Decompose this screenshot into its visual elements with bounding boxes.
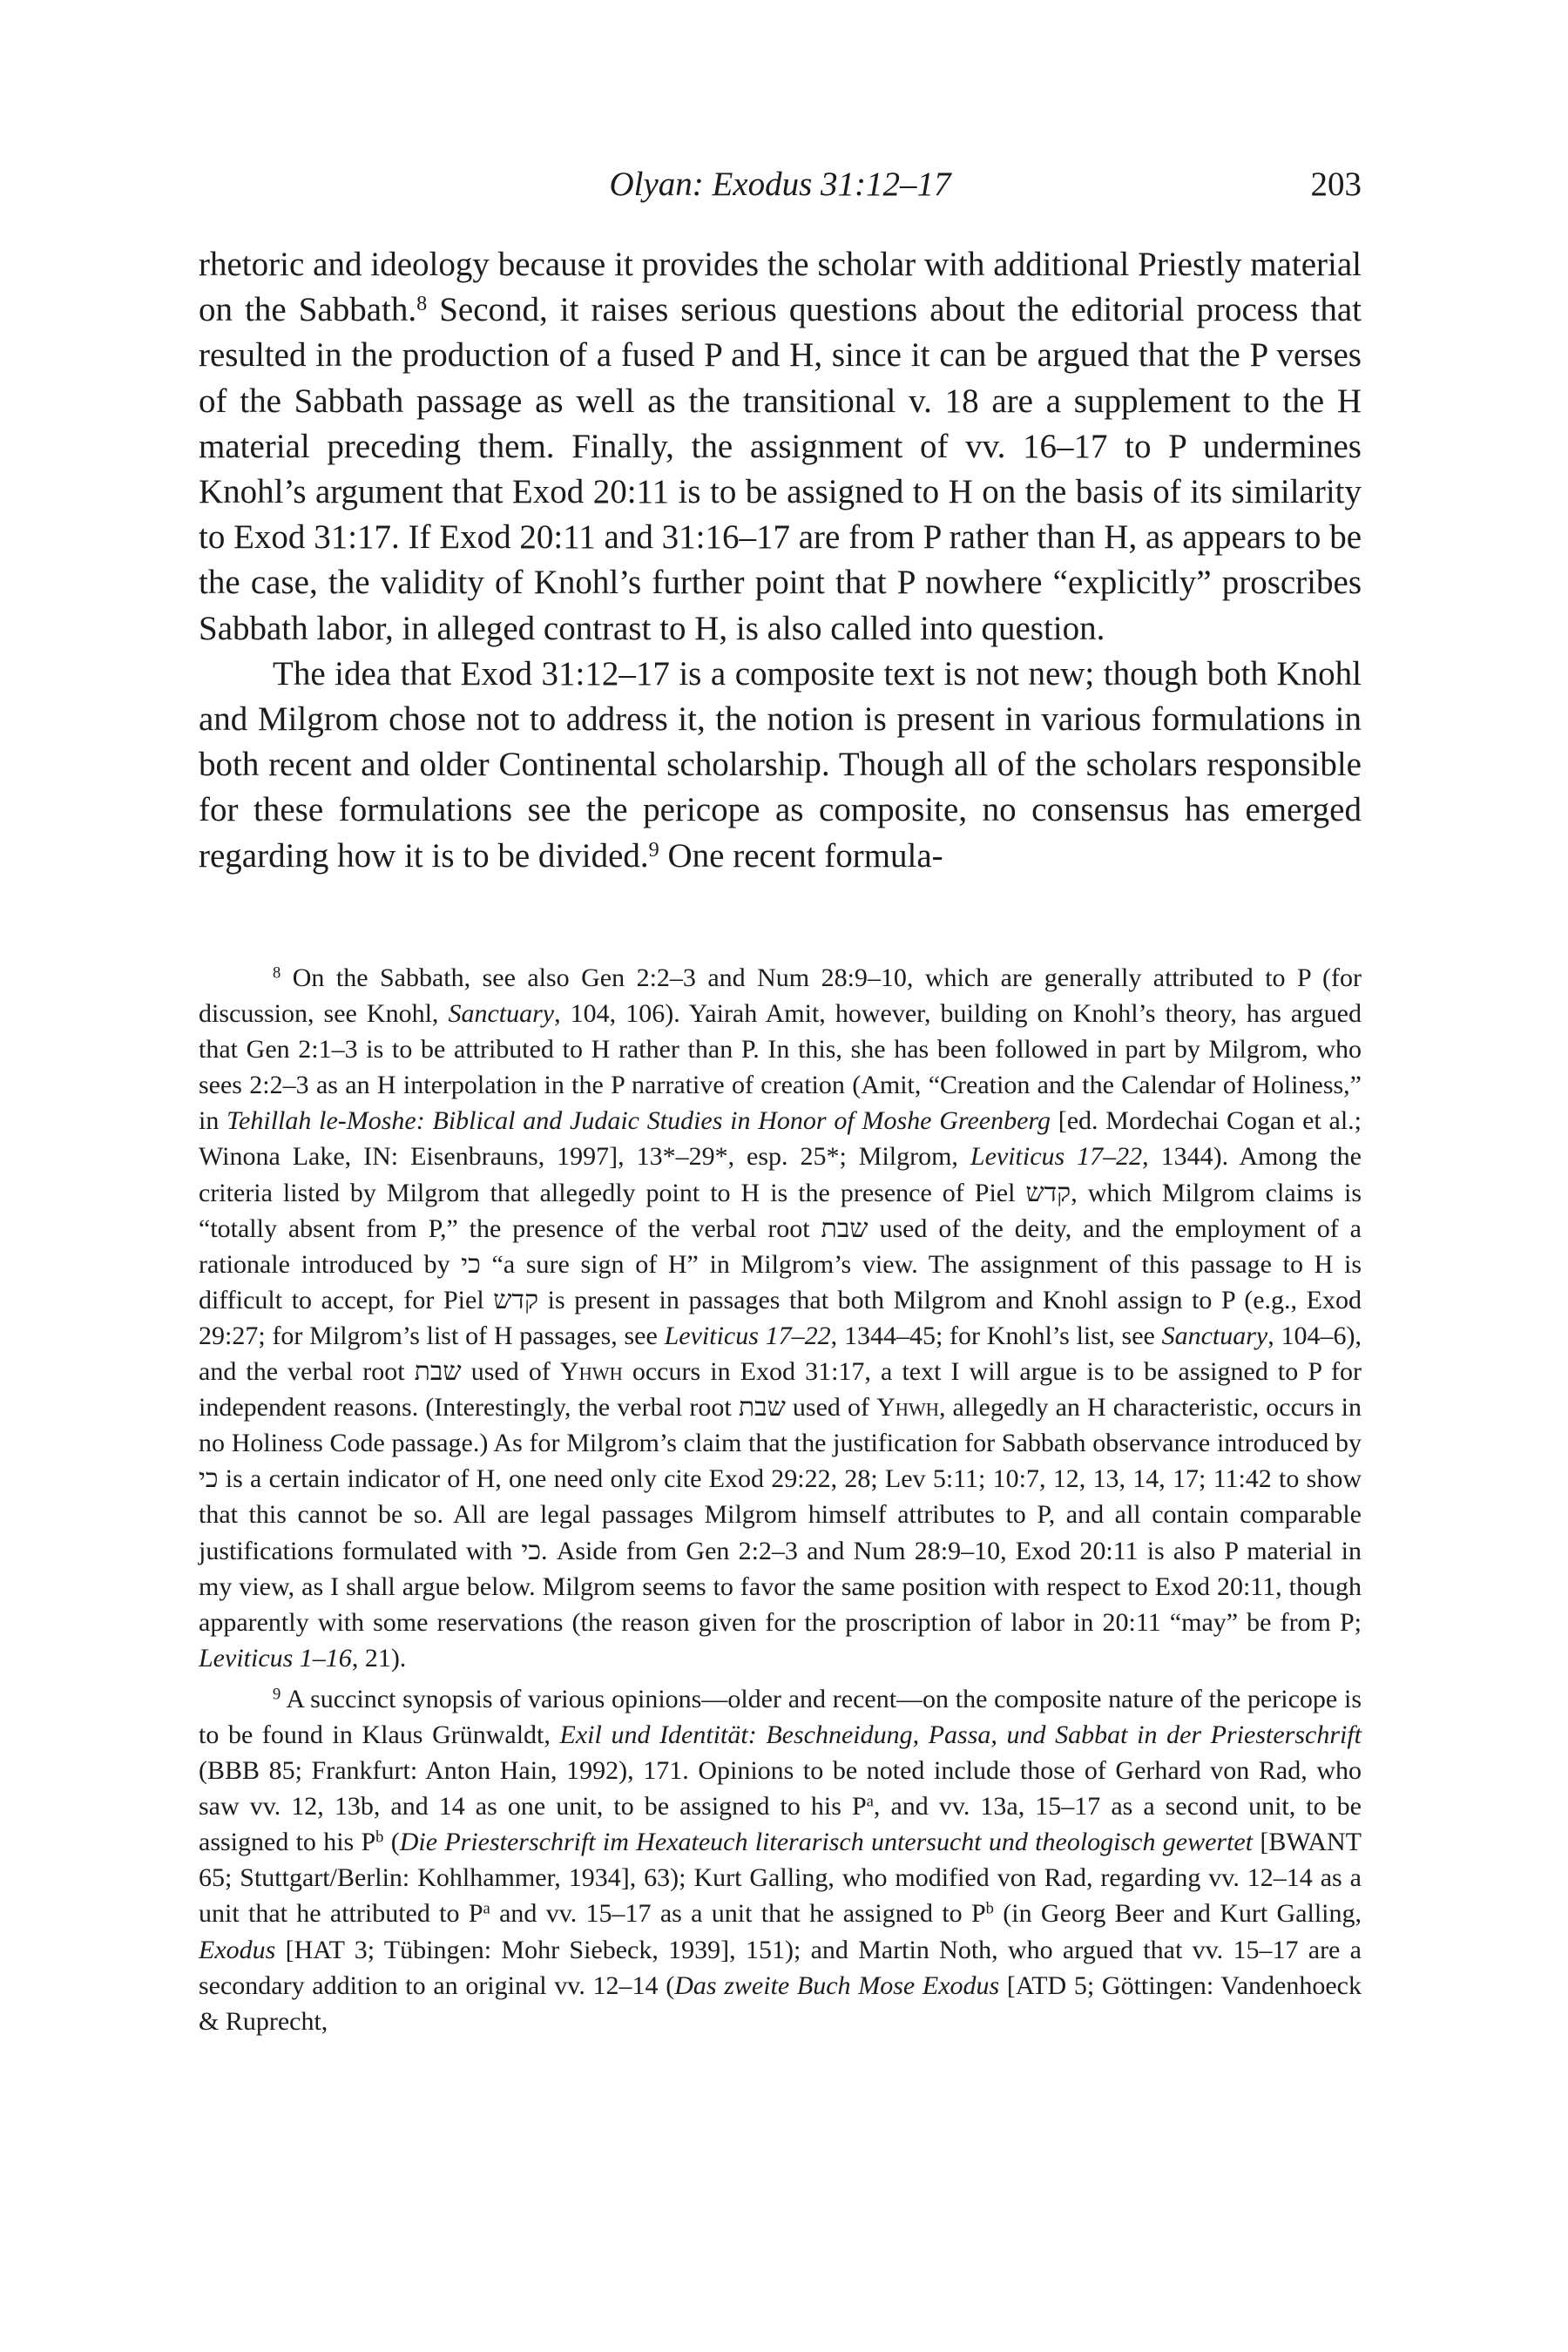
hebrew-word: קדש (493, 1285, 539, 1315)
page-number: 203 (1310, 166, 1362, 203)
hebrew-word: שבת (738, 1393, 786, 1423)
footnote-number: 9 (273, 1685, 281, 1704)
paragraph-2: The idea that Exod 31:12–17 is a composite text is not new; though both Knohl and Milgrom chose not to address it, the notion is present in various formulations in both recent and older Continental scholarship. Though all of the scholars responsible for these formulations see the pericope as composite, no consensus has emerged regarding how it is to be divided.$^9$ One recent formula- (199, 654, 1362, 875)
running-head (199, 159, 1362, 211)
running-head-title: Olyan: Exodus 31:12–17 (609, 166, 951, 203)
hebrew-word: כי (199, 1464, 219, 1494)
hebrew-word: שבת (821, 1213, 868, 1243)
hebrew-word: כי (521, 1536, 542, 1565)
hebrew-word: כי (461, 1249, 481, 1279)
footnote-ref-9[interactable]: 9 (648, 837, 659, 862)
footnote-9: $^9$ A succinct synopsis of various opinions—older and recent—on the composite nature of the pericope is to be found in Klaus Grünwaldt, Exil und Identität: Beschneidung, Passa, und Sabbat in der Priesterschrift (BBB 85; Frankfurt: Anton Hain, 1992), 171. Opinions to be noted include those of Gerhard von Rad, who saw vv. 12, 13b, and 14 as one unit, to be assigned to his $P^a$, and vv. 13a, 15–17 as a second unit, to be assigned to his $P^b$ (Die Priesterschrift im Hexateuch literarisch untersucht und theologisch gewertet [BWANT 65; Stuttgart/Berlin: Kohlhammer, 1934], 63); Kurt Galling, who modified von Rad, regarding vv. 12–14 as a unit that he attributed to $P^a$ and vv. 15–17 as a unit that he assigned to $P^b$ (in Georg Beer and Kurt Galling, Exodus [HAT 3; Tübingen: Mohr Siebeck, 1939], 151); and Martin Noth, who argued that vv. 15–17 are a secondary addition to an original vv. 12–14 (Das zweite Buch Mose Exodus [ATD 5; Göttingen: Vandenhoeck & Ruprecht, (199, 1684, 1362, 2036)
footnote-8: $^8$ On the Sabbath, see also Gen 2:2–3 and Num 28:9–10, which are generally attributed to P (for discussion, see Knohl, Sanctuary, 104, 106). Yairah Amit, however, building on Knohl’s theory, has argued that Gen 2:1–3 is to be attributed to H rather than P. In this, she has been followed in part by Milgrom, who sees 2:2–3 as an H interpolation in the P narrative of creation (Amit, “Creation and the Calendar of Holiness,” in Tehillah le-Moshe: Biblical and Judaic Studies in Honor of Moshe Greenberg [ed. Mordechai Cogan et al.; Winona Lake, IN: Eisenbrauns, 1997], 13*–29*, esp. 25*; Milgrom, Leviticus 17–22, 1344). Among the criteria listed by Milgrom that allegedly point to H is the presence of Piel קדש, which Milgrom claims is “totally absent from P,” the presence of the verbal root שבת used of the deity, and the employment of a rationale introduced by כי “a sure sign of H” in Milgrom’s view. The assignment of this passage to H is difficult to accept, for Piel קדש is present in passages that both Milgrom and Knohl assign to P (e.g., Exod 29:27; for Milgrom’s list of H passages, see Leviticus 17–22, 1344–45; for Knohl’s list, see Sanctuary, 104–6), and the verbal root שבת used of Yhwh occurs in Exod 31:17, a text I will argue is to be assigned to P for independent reasons. (Interestingly, the verbal root שבת used of Yhwh, allegedly an H characteristic, occurs in no Holiness Code passage.) As for Milgrom’s claim that the justification for Sabbath observance introduced by כי is a certain indicator of H, one need only cite Exod 29:22, 28; Lev 5:11; 10:7, 12, 13, 14, 17; 11:42 to show that this cannot be so. All are legal passages Milgrom himself attributes to P, and all contain comparable justifications formulated with כי. Aside from Gen 2:2–3 and Num 28:9–10, Exod 20:11 is also P material in my view, as I shall argue below. Milgrom seems to favor the same position with respect to Exod 20:11, though apparently with some reservations (the reason given for the proscription of labor in 20:11 “may” be from P; Leviticus 1–16, 21). (199, 963, 1362, 1673)
main-text (199, 242, 1362, 879)
hebrew-word: קדש (1025, 1178, 1071, 1207)
footnote-ref-8[interactable]: 8 (416, 292, 428, 316)
footnotes (199, 960, 1362, 2039)
footnote-number: 8 (273, 963, 281, 983)
hebrew-word: שבת (414, 1357, 462, 1387)
paragraph-1: rhetoric and ideology because it provides the scholar with additional Priestly material on the Sabbath.$^8$ Second, it raises serious questions about the editorial process that resulted in the production of a fused P and H, since it can be argued that the P verses of the Sabbath passage as well as the transitional v. 18 are a supplement to the H material preceding them. Finally, the assignment of vv. 16–17 to P undermines Knohl’s argument that Exod 20:11 is to be assigned to H on the basis of its similarity to Exod 31:17. If Exod 20:11 and 31:16–17 are from P rather than H, as appears to be the case, the validity of Knohl’s further point that P nowhere “explicitly” proscribes Sabbath labor, in alleged contrast to H, is also called into question. (199, 246, 1362, 647)
